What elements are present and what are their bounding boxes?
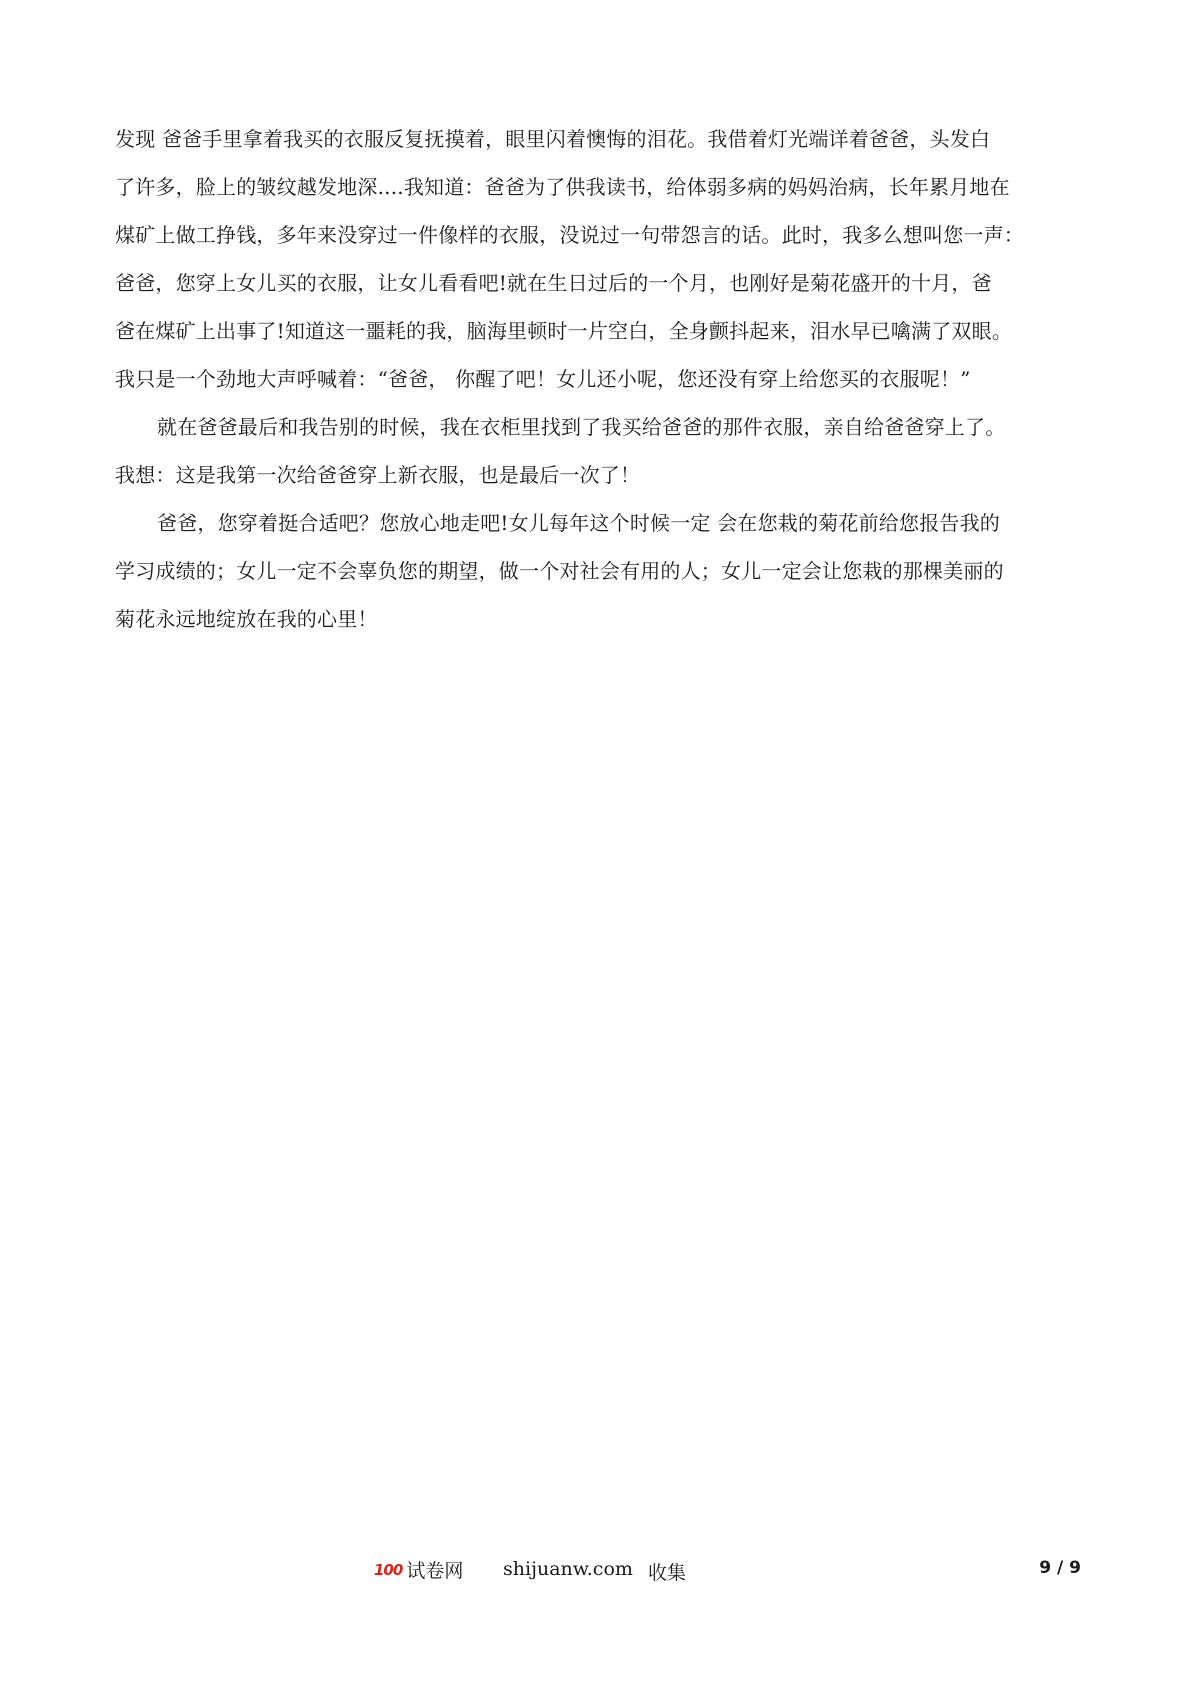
page-footer	[0, 1552, 1191, 1592]
logo-100-mark: 100	[374, 1560, 403, 1579]
paragraph-1-line-2: 了许多，脸上的皱纹越发地深....我知道：爸爸为了供我读书，给体弱多病的妈妈治病，长年累月地在	[115, 175, 1010, 199]
paragraph-1-line-5: 爸在煤矿上出事了!知道这一噩耗的我，脑海里顿时一片空白，全身颤抖起来，泪水早已噙满了双眼。	[115, 319, 1013, 343]
site-domain: shijuanw.com	[503, 1558, 633, 1580]
collect-label: 收集	[648, 1562, 687, 1584]
paragraph-2-line-1: 就在爸爸最后和我告别的时候，我在衣柜里找到了我买给爸爸的那件衣服，亲自给爸爸穿上了。	[157, 415, 1006, 439]
paragraph-1-line-6: 我只是一个劲地大声呼喊着：“爸爸， 你醒了吧！女儿还小呢，您还没有穿上给您买的衣服呢！”	[115, 367, 971, 391]
paragraph-3-line-1: 爸爸，您穿着挺合适吧？您放心地走吧!女儿每年这个时候一定 会在您栽的菊花前给您报告我的	[157, 511, 1000, 535]
paragraph-1-line-1: 发现 爸爸手里拿着我买的衣服反复抚摸着，眼里闪着懊悔的泪花。我借着灯光端详着爸爸，头发白	[115, 127, 991, 151]
article-body	[115, 115, 1080, 643]
paragraph-3-line-3: 菊花永远地绽放在我的心里！	[115, 607, 378, 631]
paragraph-1-line-3: 煤矿上做工挣钱，多年来没穿过一件像样的衣服，没说过一句带怨言的话。此时，我多么想叫您一声：	[115, 223, 1024, 247]
site-logo	[374, 1556, 463, 1583]
paragraph-1-line-4: 爸爸，您穿上女儿买的衣服，让女儿看看吧!就在生日过后的一个月，也刚好是菊花盛开的十月，爸	[115, 271, 992, 295]
paragraph-2-line-2: 我想：这是我第一次给爸爸穿上新衣服，也是最后一次了！	[115, 463, 641, 487]
paragraph-3-line-2: 学习成绩的；女儿一定不会辜负您的期望，做一个对社会有用的人；女儿一定会让您栽的那棵美丽的	[115, 559, 1004, 583]
logo-text: 试卷网	[406, 1560, 464, 1582]
page-number: 9 / 9	[1039, 1558, 1081, 1578]
